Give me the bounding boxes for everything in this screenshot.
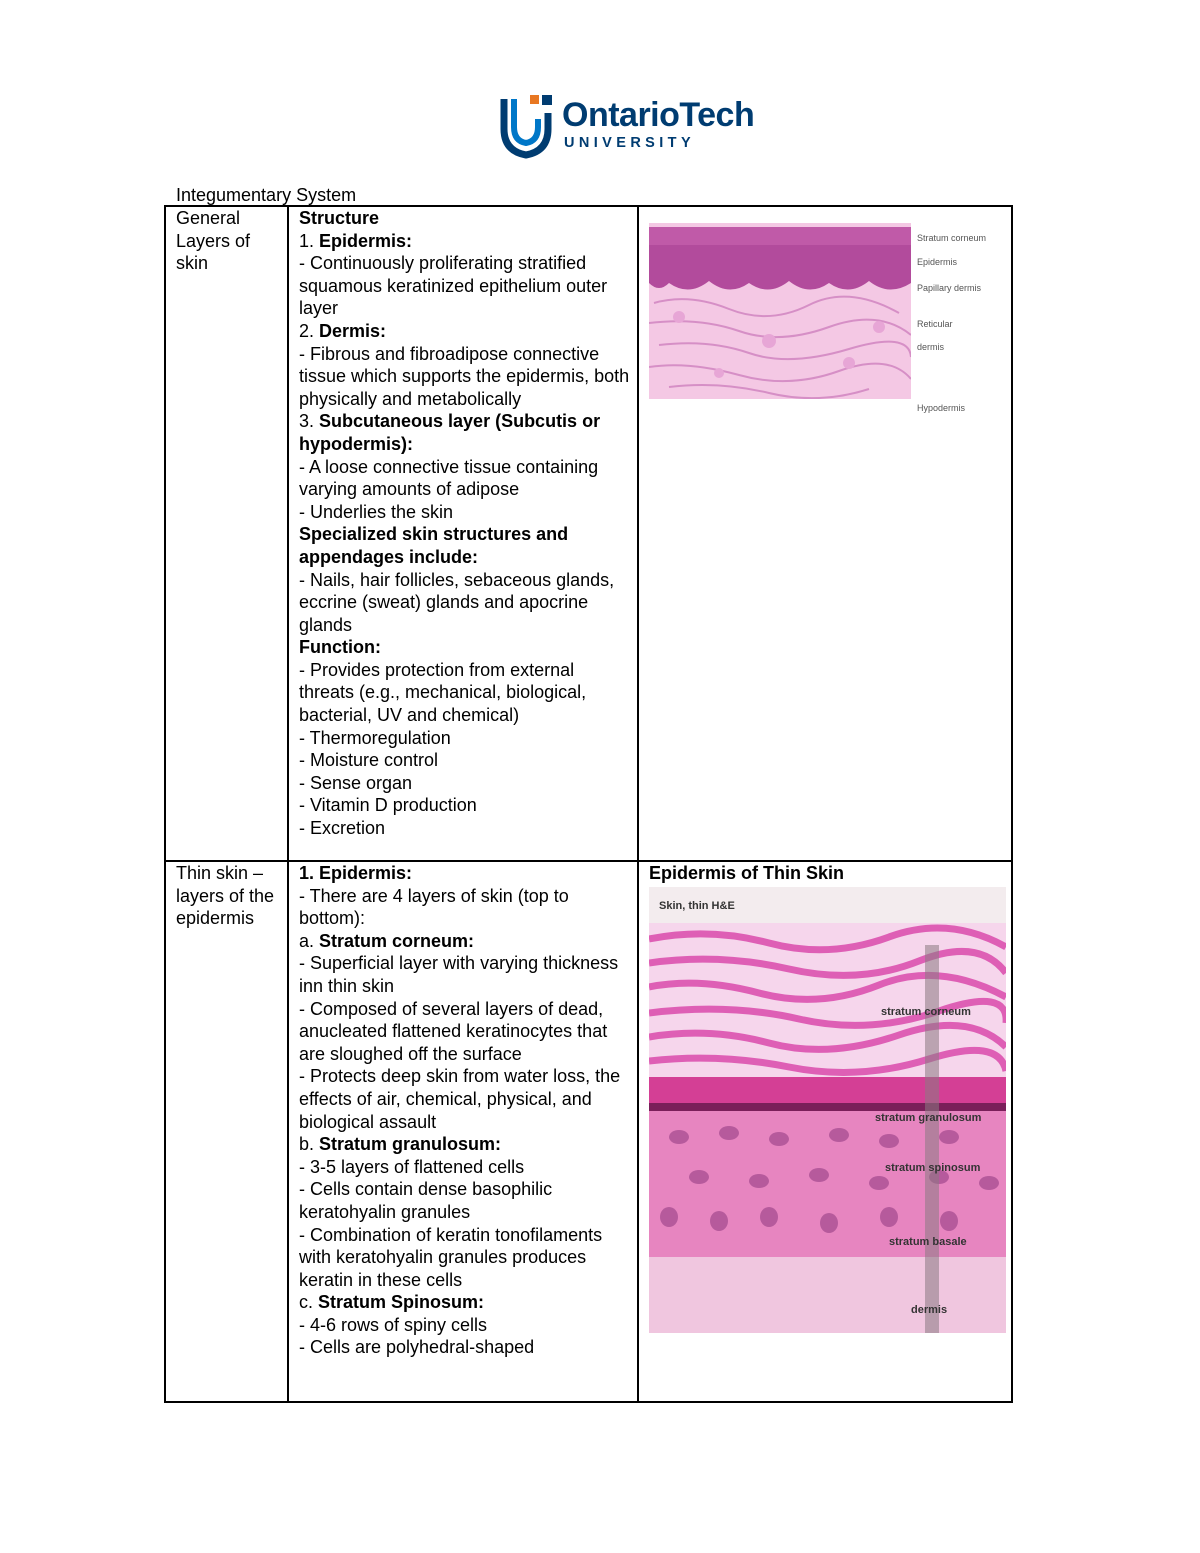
- note-line: [299, 410, 633, 455]
- university-logo: [500, 93, 775, 161]
- note-line: [299, 727, 633, 750]
- note-text: - Excretion: [299, 818, 386, 839]
- note-line: [299, 1133, 633, 1156]
- note-line: [299, 252, 633, 320]
- note-text: - Moisture control: [299, 750, 439, 771]
- note-line: [299, 1336, 633, 1359]
- topic-cell: Thin skin – layers of the epidermis: [165, 861, 288, 1402]
- note-line: [299, 230, 633, 253]
- note-line: [299, 817, 633, 840]
- note-line: [299, 207, 633, 230]
- notes-table: [164, 205, 1013, 1403]
- note-heading: Subcutaneous layer (Subcutis or hypodermis):: [299, 411, 601, 454]
- note-line: [299, 456, 633, 501]
- note-line: [299, 952, 633, 997]
- note-line: [299, 1314, 633, 1337]
- note-text: - Continuously proliferating stratified squamous keratinized epithelium outer layer: [299, 253, 608, 319]
- note-line: [299, 320, 633, 343]
- note-line: [299, 501, 633, 524]
- note-text: - Provides protection from external threats (e.g., mechanical, biological, bacterial, UV and chemical): [299, 659, 587, 726]
- thin-skin-micrograph: [649, 887, 1006, 1333]
- note-line: [299, 794, 633, 817]
- figure-title: Skin, thin H&E: [659, 899, 735, 912]
- note-text: b.: [299, 1134, 320, 1155]
- note-heading: Specialized skin structures and appendages include:: [299, 524, 569, 567]
- note-text: - A loose connective tissue containing varying amounts of adipose: [299, 456, 599, 500]
- note-heading: Stratum corneum:: [319, 930, 475, 951]
- figure-cell: [638, 206, 1012, 861]
- note-line: [299, 1224, 633, 1292]
- notes-cell: [288, 206, 638, 861]
- note-text: - Sense organ: [299, 772, 413, 793]
- note-text: - Thermoregulation: [299, 727, 451, 748]
- figure-label: Hypodermis: [917, 403, 966, 413]
- note-heading: Epidermis:: [319, 230, 413, 251]
- note-line: [299, 569, 633, 637]
- note-text: 3.: [299, 411, 320, 432]
- micrograph-image: [649, 223, 911, 399]
- note-heading: Stratum granulosum:: [319, 1134, 502, 1155]
- note-line: [299, 1178, 633, 1223]
- figure-label: Papillary dermis: [917, 283, 982, 293]
- notes-lines: [299, 862, 633, 1359]
- figure-label: stratum basale: [889, 1235, 967, 1248]
- note-text: - Protects deep skin from water loss, the effects of air, chemical, physical, and biological assault: [299, 1066, 621, 1132]
- note-text: 2.: [299, 320, 320, 341]
- figure-label: dermis: [911, 1303, 948, 1316]
- figure-caption: Epidermis of Thin Skin: [649, 863, 845, 883]
- note-heading: 1. Epidermis:: [299, 863, 413, 883]
- note-text: c.: [299, 1292, 319, 1313]
- note-text: - Fibrous and fibroadipose connective tissue which supports the epidermis, both physically and metabolically: [299, 343, 630, 409]
- logo-mark-icon: [500, 93, 556, 161]
- logo-wordmark: OntarioTech: [562, 96, 755, 134]
- note-text: - There are 4 layers of skin (top to bottom):: [299, 885, 569, 929]
- notes-cell: [288, 861, 638, 1402]
- note-line: [299, 930, 633, 953]
- note-line: [299, 862, 633, 885]
- note-line: [299, 343, 633, 411]
- note-text: - Superficial layer with varying thickness inn thin skin: [299, 953, 619, 996]
- topic-cell: General Layers of skin: [165, 206, 288, 861]
- note-text: 1.: [299, 230, 320, 251]
- note-line: [299, 1156, 633, 1179]
- note-heading: Stratum Spinosum:: [318, 1292, 485, 1313]
- note-text: - 3-5 layers of flattened cells: [299, 1156, 525, 1177]
- notes-lines: [299, 207, 633, 840]
- note-line: [299, 636, 633, 659]
- note-line: [299, 998, 633, 1066]
- figure-label: stratum granulosum: [875, 1111, 982, 1124]
- note-line: [299, 749, 633, 772]
- figure-label: Epidermis: [917, 257, 958, 267]
- note-text: - Cells contain dense basophilic keratohyalin granules: [299, 1179, 553, 1222]
- note-heading: Function:: [299, 637, 381, 658]
- figure-label: stratum corneum: [881, 1005, 971, 1018]
- skin-layers-micrograph: [649, 217, 989, 413]
- note-line: [299, 659, 633, 727]
- note-heading: Structure: [299, 208, 380, 228]
- figure-label: stratum spinosum: [885, 1161, 981, 1174]
- note-line: [299, 772, 633, 795]
- table-row: [165, 206, 1012, 861]
- note-heading: Dermis:: [319, 320, 387, 341]
- note-text: - Composed of several layers of dead, anucleated flattened keratinocytes that are sloughed off the surface: [299, 998, 608, 1064]
- figure-label: Stratum corneum: [917, 233, 987, 243]
- note-text: - Combination of keratin tonofilaments with keratohyalin granules produces keratin in these cells: [299, 1224, 603, 1290]
- note-text: - 4-6 rows of spiny cells: [299, 1314, 488, 1335]
- note-text: - Underlies the skin: [299, 501, 454, 522]
- note-line: [299, 523, 633, 568]
- note-text: - Vitamin D production: [299, 795, 477, 816]
- note-line: [299, 1065, 633, 1133]
- figure-label: Reticular dermis: [917, 319, 953, 352]
- note-line: [299, 885, 633, 930]
- logo-subtitle: UNIVERSITY: [564, 135, 696, 151]
- note-text: - Cells are polyhedral-shaped: [299, 1337, 535, 1358]
- note-text: a.: [299, 930, 320, 951]
- document-title: Integumentary System: [176, 185, 357, 205]
- note-text: - Nails, hair follicles, sebaceous glands, eccrine (sweat) glands and apocrine glands: [299, 569, 615, 635]
- note-line: [299, 1291, 633, 1314]
- table-row: [165, 861, 1012, 1402]
- figure-cell: [638, 861, 1012, 1402]
